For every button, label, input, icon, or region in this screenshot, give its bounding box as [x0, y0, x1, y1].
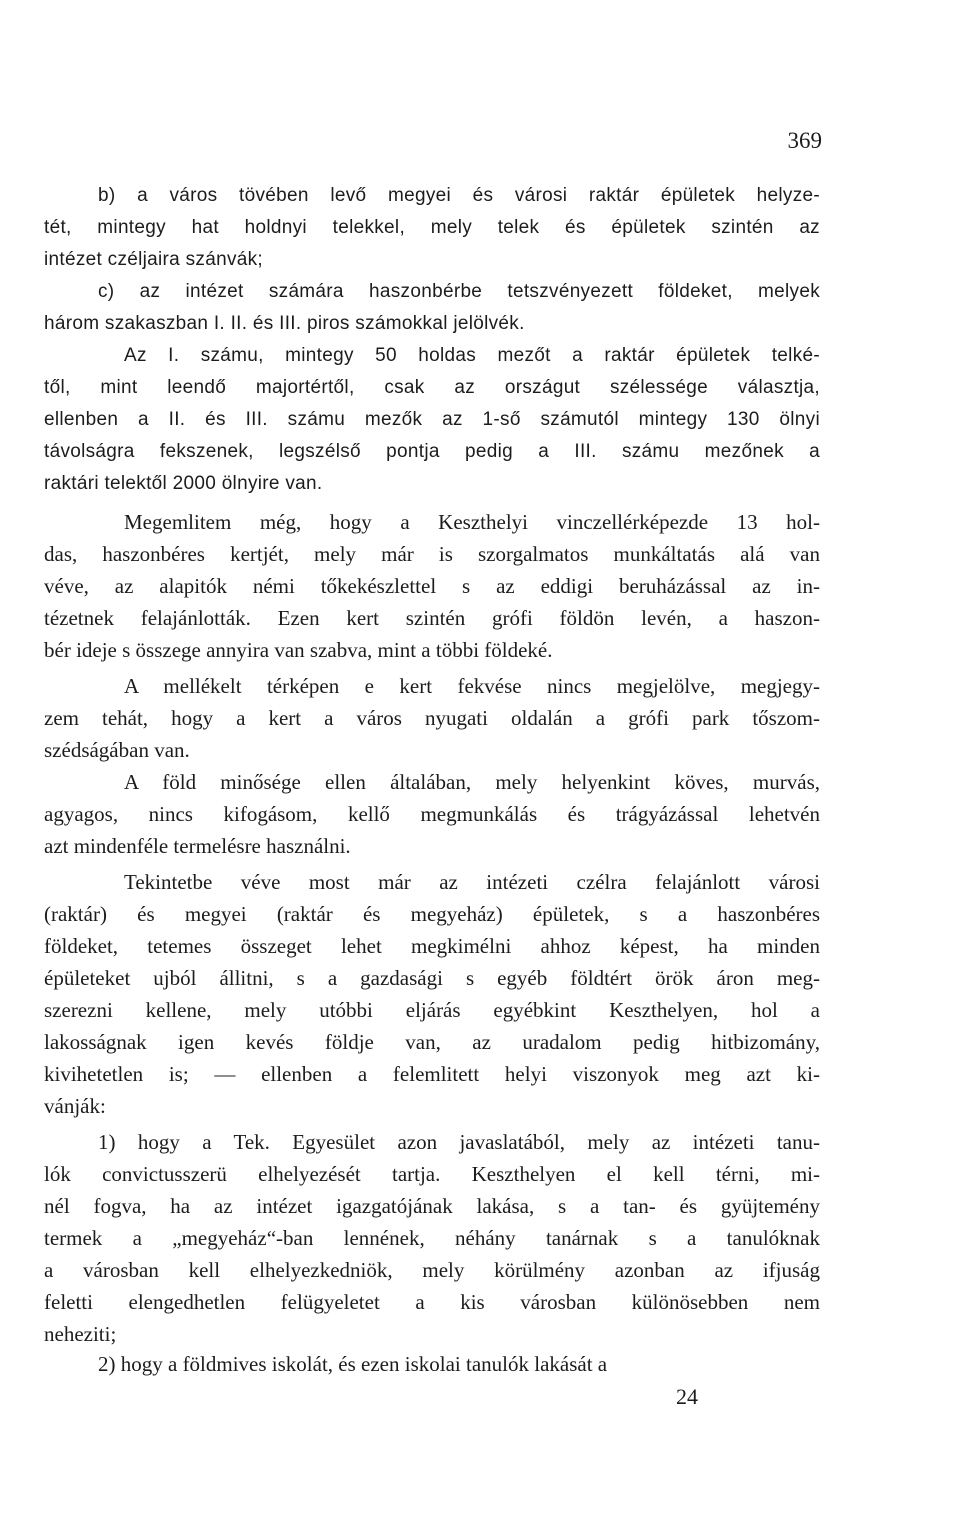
text-line: tézetnek felajánlották. Ezen kert szintén grófi földön levén, a haszon- [44, 606, 820, 630]
text-line: A mellékelt térképen e kert fekvése nincs megjelölve, megjegy- [124, 674, 820, 698]
text-line: feletti elengedhetlen felügyeletet a kis városban különösebben nem [44, 1290, 820, 1314]
text-line: b) a város tövében levő megyei és városi raktár épületek helyze- [98, 185, 820, 206]
paragraph [44, 866, 820, 1122]
text-line: véve, az alapitók némi tőkekészlettel s az eddigi beruházással az in- [44, 574, 820, 598]
paragraph [44, 180, 820, 276]
text-line: től, mint leendő majortértől, csak az országut szélessége választja, [44, 377, 820, 398]
text-line: szédságában van. [44, 738, 190, 762]
text-line: lók convictusszerü elhelyezését tartja. Keszthelyen el kell térni, mi- [44, 1162, 820, 1186]
text-line: tét, mintegy hat holdnyi telekkel, mely telek és épületek szintén az [44, 217, 820, 238]
text-line: távolságra fekszenek, legszélső pontja pedig a III. számu mezőnek a [44, 441, 820, 462]
text-line: 2) hogy a földmives iskolát, és ezen iskolai tanulók lakását a [98, 1352, 608, 1376]
text-line: épületeket ujból állitni, s a gazdasági s egyéb földtért örök áron meg- [44, 966, 820, 990]
text-line: lakosságnak igen kevés földje van, az uradalom pedig hitbizomány, [44, 1030, 820, 1054]
paragraph [44, 670, 820, 766]
text-line: neheziti; [44, 1322, 117, 1346]
text-line: das, haszonbéres kertjét, mely már is szorgalmatos munkáltatás alá van [44, 542, 820, 566]
paragraph [44, 506, 820, 666]
text-line: agyagos, nincs kifogásom, kellő megmunkálás és trágyázással lehetvén [44, 802, 820, 826]
text-line: Tekintetbe véve most már az intézeti czélra felajánlott városi [124, 870, 820, 894]
page-number: 369 [787, 128, 822, 153]
text-line: A föld minősége ellen általában, mely helyenkint köves, murvás, [124, 770, 820, 794]
text-line: c) az intézet számára haszonbérbe tetszvényezett földeket, melyek [98, 281, 820, 302]
text-line: nél fogva, ha az intézet igazgatójának lakása, s a tan- és gyüjtemény [44, 1194, 820, 1218]
paragraph [44, 340, 820, 500]
text-line: (raktár) és megyei (raktár és megyeház) épületek, s a haszonbéres [44, 902, 820, 926]
text-line: Az I. számu, mintegy 50 holdas mezőt a raktár épületek telké- [124, 345, 820, 366]
text-line: vánják: [44, 1094, 106, 1118]
paragraph [44, 1126, 820, 1350]
text-line: raktári telektől 2000 ölnyire van. [44, 473, 323, 494]
text-line: 1) hogy a Tek. Egyesület azon javaslatából, mely az intézeti tanu- [98, 1130, 820, 1154]
text-line: szerezni kellene, mely utóbbi eljárás egyébkint Keszthelyen, hol a [44, 998, 820, 1022]
text-line: zem tehát, hogy a kert a város nyugati oldalán a grófi park tőszom- [44, 706, 820, 730]
text-line: Megemlitem még, hogy a Keszthelyi vinczellérképezde 13 hol- [124, 510, 820, 534]
paragraph [44, 1348, 820, 1380]
text-line: bér ideje s összege annyira van szabva, mint a többi földeké. [44, 638, 553, 662]
text-line: ellenben a II. és III. számu mezők az 1-ső számutól mintegy 130 ölnyi [44, 409, 820, 430]
signature-mark: 24 [676, 1384, 698, 1409]
text-line: termek a „megyeház“-ban lennének, néhány tanárnak s a tanulóknak [44, 1226, 820, 1250]
text-line: kivihetetlen is; — ellenben a felemlitett helyi viszonyok meg azt ki- [44, 1062, 820, 1086]
text-line: azt mindenféle termelésre használni. [44, 834, 351, 858]
text-line: intézet czéljaira szánvák; [44, 249, 264, 270]
text-line: a városban kell elhelyezkedniök, mely körülmény azonban az ifjuság [44, 1258, 820, 1282]
text-line: földeket, tetemes összeget lehet megkimélni ahhoz képest, ha minden [44, 934, 820, 958]
text-line: három szakaszban I. II. és III. piros számokkal jelölvék. [44, 313, 525, 334]
paragraph [44, 276, 820, 340]
paragraph [44, 766, 820, 862]
